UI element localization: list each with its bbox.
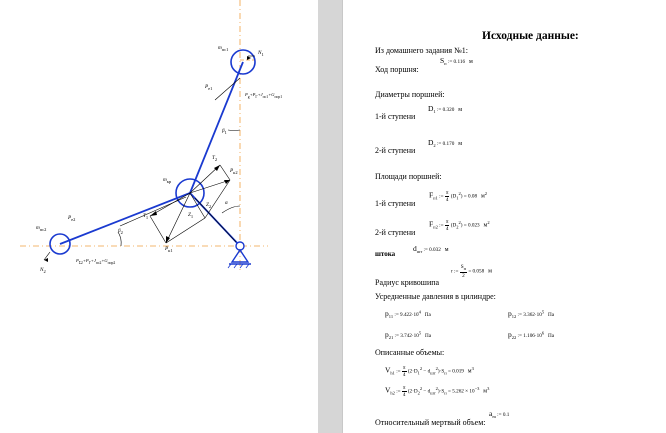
- pk2-label: $P_{к2}$: [230, 168, 238, 176]
- beta1-label: $\beta_1$: [222, 128, 227, 136]
- p21-expression: $p_{21}$ := $3.742\cdot 10^5$ Па: [385, 330, 432, 341]
- vh1-expression: $V_{h1}$ := $\frac{\pi}{4}$ $(2\cdot D_1^2 - d_{шт}^2)\cdot S_п = 0.019$ $м^3$: [385, 365, 474, 378]
- f2-expression: $F_{п2}$ := $\frac{\pi}{4}$ $(D_2^2) = 0.023$ $м^2$: [429, 219, 490, 232]
- pe1-label: $P_{е1}$: [205, 84, 213, 92]
- z2-label: $Z_2$: [206, 202, 212, 210]
- t1-label: $T_1$: [143, 213, 149, 221]
- p22-expression: $p_{22}$ := $1.106\cdot 10^6$ Па: [508, 330, 555, 341]
- rod-label: штока: [375, 250, 396, 258]
- force1-label: $P_g+P_Г+J_{пс1}+G_{пор1}$: [245, 92, 283, 99]
- p12-expression: $p_{12}$ := $3.362\cdot 10^5$ Па: [508, 309, 555, 320]
- alpha-label: α: [225, 200, 228, 206]
- homework-ref: Из домашнего задания №1:: [375, 46, 468, 55]
- diameter-heading: Диаметры поршней:: [375, 90, 445, 99]
- stroke-expression: $S_п$ := 0.116 м: [440, 56, 473, 67]
- vh2-expression: $V_{h2}$ := $\frac{\pi}{4}$ $(2\cdot D_2^2 - d_{шт}^2)\cdot S_п = 5.262 \times 10^{-3}$ $м^3$: [385, 385, 490, 398]
- area-heading: Площади поршней:: [375, 172, 442, 181]
- volume-heading: Описанные объемы:: [375, 348, 445, 357]
- dead-volume-expression: $a_m$ := 0.1: [489, 409, 510, 420]
- mass-label-left: $m_{пс2}$: [36, 225, 47, 233]
- d2-expression: $D_2$ := 0.170 м: [428, 138, 462, 149]
- z1-label: $Z_1$: [188, 212, 194, 220]
- alpha-arc: [222, 206, 240, 213]
- dead-volume-label: Относительный мертвый объем:: [375, 418, 486, 427]
- crank-expression: r := $\frac{S_п}{2}$ = 0.058 м: [451, 264, 492, 280]
- n2-label: $N_2$: [40, 267, 46, 275]
- d2-label: 2-й ступени: [375, 146, 416, 155]
- page-title: Исходные данные:: [482, 30, 579, 42]
- mechanism-drawing: [0, 0, 318, 433]
- stroke-label: Ход поршня:: [375, 65, 419, 74]
- arrow-heads: [44, 56, 251, 262]
- beta2-label: $\beta_2$: [118, 228, 123, 236]
- p11-expression: $p_{11}$ := $9.422\cdot 10^4$ Па: [385, 309, 431, 320]
- f1-label: 1-й ступени: [375, 199, 416, 208]
- pressure-heading: Усредненные давления в цилиндре:: [375, 292, 496, 301]
- crank-label: Радиус кривошипа: [375, 278, 440, 287]
- force-vectors: [120, 78, 240, 243]
- n1-label: $N_1$: [258, 50, 264, 58]
- drawing-page: [0, 0, 318, 433]
- d1-expression: $D_1$ := 0.320 м: [428, 104, 462, 115]
- connecting-rod-2: [60, 193, 190, 244]
- f1-expression: $F_{п1}$ := $\frac{\pi}{4}$ $(D_1^2) = 0.08$ $м^2$: [429, 190, 487, 203]
- crank-mass-label: $m_{кр}$: [163, 177, 172, 185]
- d1-label: 1-й ступени: [375, 112, 416, 121]
- pk1-label: $P_{к1}$: [165, 246, 173, 254]
- pe2-label: $P_{е2}$: [68, 215, 76, 223]
- t2-label: $T_2$: [212, 155, 218, 163]
- beta1-arc: [228, 130, 240, 131]
- page-gutter: [318, 0, 342, 433]
- force2-label: $P_{\Sigma 2}+P_Г+J_{пс2}+G_{пор2}$: [76, 258, 116, 265]
- calculation-page: [342, 0, 666, 433]
- mass-label-top: $m_{пс1}$: [218, 45, 229, 53]
- rod-expression: $d_{шт}$ := 0.032 м: [413, 244, 449, 255]
- f2-label: 2-й ступени: [375, 228, 416, 237]
